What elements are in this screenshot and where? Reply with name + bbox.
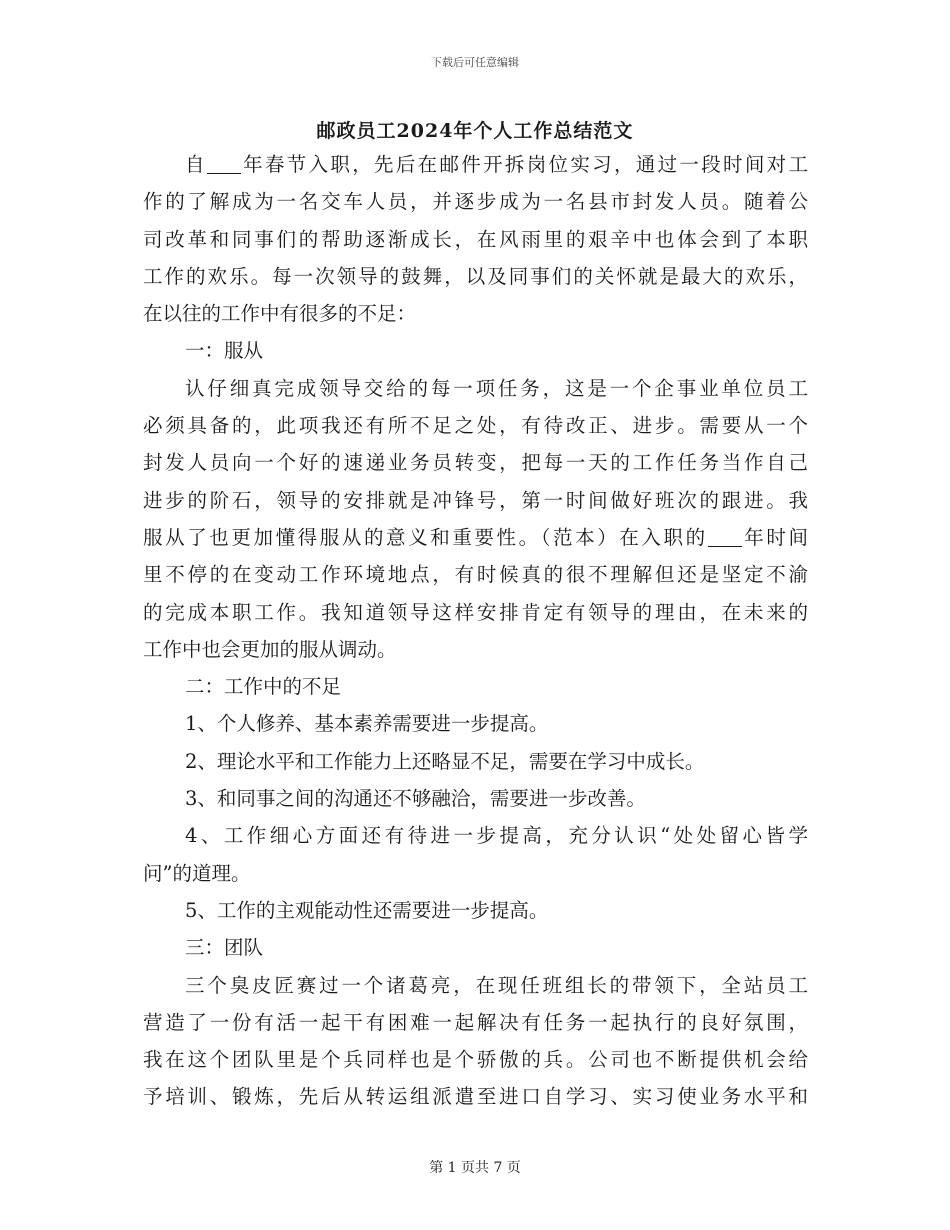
paragraph-line: 营造了一份有活一起干有困难一起解决有任务一起执行的良好氛围， — [143, 1010, 808, 1034]
paragraph-line: 司改革和同事们的帮助逐渐成长，在风雨里的艰辛中也体会到了本职 — [143, 227, 808, 251]
section-heading: 三：团队 — [185, 936, 264, 960]
paragraph-line: 的完成本职工作。我知道领导这样安排肯定有领导的理由，在未来的 — [143, 600, 808, 624]
paragraph-line: 认仔细真完成领导交给的每一项任务，这是一个企事业单位员工 — [185, 376, 808, 400]
list-item: 5、工作的主观能动性还需要进一步提高。 — [185, 898, 549, 922]
paragraph-line: 封发人员向一个好的速递业务员转变，把每一天的工作任务当作自己 — [143, 451, 808, 475]
fill-blank — [207, 154, 241, 175]
header-note: 下载后可任意编辑 — [431, 56, 519, 69]
paragraph-line: 作的了解成为一名交车人员，并逐步成为一名县市封发人员。随着公 — [143, 190, 808, 214]
paragraph-line: 进步的阶石，领导的安排就是冲锋号，第一时间做好班次的跟进。我 — [143, 488, 808, 512]
paragraph-line — [143, 519, 808, 556]
paragraph-line: 予培训、锻炼，先后从转运组派遣至进口自学习、实习使业务水平和 — [143, 1085, 808, 1109]
paragraph-line: 工作中也会更加的服从调动。 — [143, 637, 397, 661]
line-text: 年时间 — [741, 525, 808, 549]
document-title: 邮政员工2024年个人工作总结范文 — [316, 120, 634, 142]
list-item: 3、和同事之间的沟通还不够融洽，需要进一步改善。 — [185, 787, 646, 811]
section-heading: 一：服从 — [185, 339, 264, 363]
list-item-continuation: 问”的道理。 — [143, 861, 251, 885]
document-body — [143, 146, 808, 1116]
paragraph-line: 我在这个团队里是个兵同样也是个骄傲的兵。公司也不断提供机会给 — [143, 1048, 808, 1072]
paragraph-line: 在以往的工作中有很多的不足： — [143, 302, 417, 326]
list-item: 1、个人修养、基本素养需要进一步提高。 — [185, 712, 549, 736]
paragraph-line: 必须具备的，此项我还有所不足之处，有待改正、进步。需要从一个 — [143, 414, 808, 438]
paragraph-line — [143, 146, 808, 183]
list-item: 2、理论水平和工作能力上还略显不足，需要在学习中成长。 — [185, 749, 705, 773]
section-heading: 二：工作中的不足 — [185, 675, 342, 699]
list-item: 4、工作细心方面还有待进一步提高，充分认识“处处留心皆学 — [185, 824, 808, 848]
fill-blank — [708, 526, 742, 547]
paragraph-line: 三个臭皮匠赛过一个诸葛亮，在现任班组长的带领下，全站员工 — [185, 973, 808, 997]
line-text: 年春节入职，先后在邮件开拆岗位实习，通过一段时间对工 — [240, 153, 808, 176]
page-number: 第 1 页共 7 页 — [429, 1160, 521, 1176]
line-text: 服从了也更加懂得服从的意义和重要性。（范本）在入职的 — [143, 525, 708, 549]
paragraph-line: 里不停的在变动工作环境地点，有时候真的很不理解但还是坚定不渝 — [143, 563, 808, 587]
line-text: 自 — [185, 153, 207, 176]
paragraph-line: 工作的欢乐。每一次领导的鼓舞，以及同事们的关怀就是最大的欢乐， — [143, 264, 808, 288]
